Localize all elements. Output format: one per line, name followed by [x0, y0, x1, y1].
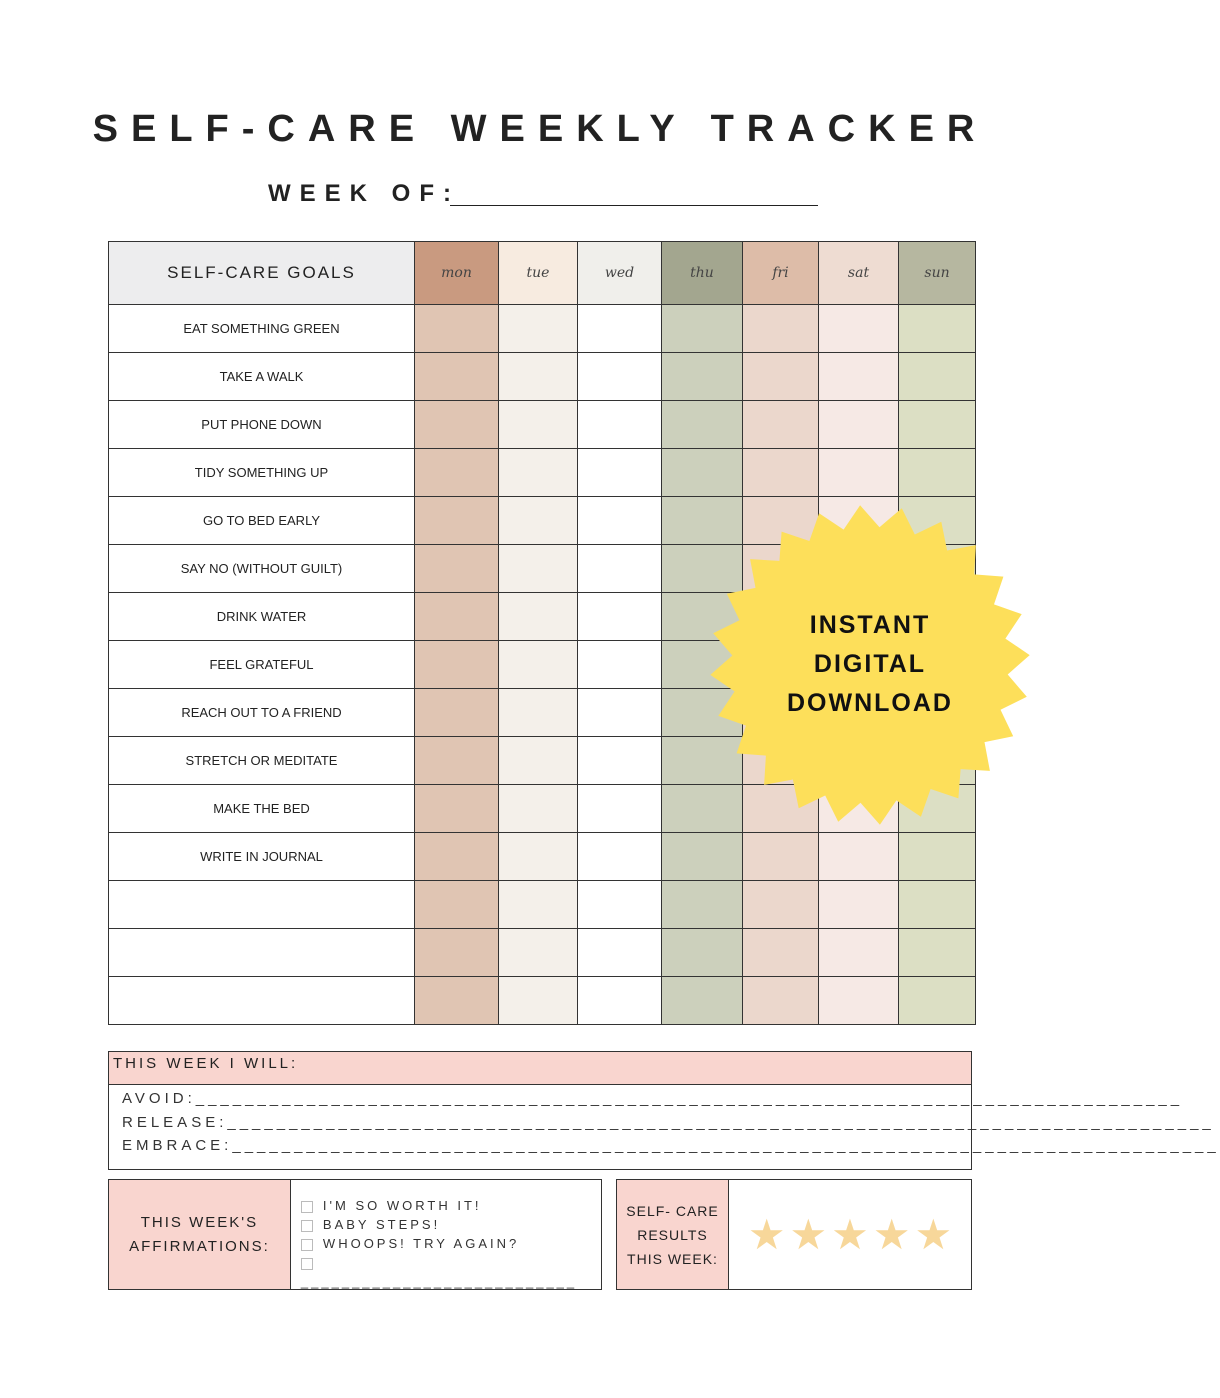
- goal-label: MAKE THE BED: [109, 785, 415, 833]
- check-cell-sat[interactable]: [819, 401, 899, 449]
- check-cell-sun[interactable]: [899, 977, 976, 1025]
- check-cell-fri[interactable]: [743, 881, 819, 929]
- check-cell-thu[interactable]: [662, 449, 743, 497]
- affirmation-text: WHOOPS! TRY AGAIN?: [322, 1236, 520, 1251]
- check-cell-sat[interactable]: [819, 881, 899, 929]
- check-cell-mon[interactable]: [415, 641, 499, 689]
- check-cell-mon[interactable]: [415, 785, 499, 833]
- check-cell-sat[interactable]: [819, 353, 899, 401]
- star-icon[interactable]: ★: [831, 1211, 869, 1258]
- will-line[interactable]: RELEASE:________________________________________________________________________________: [122, 1113, 1215, 1131]
- goal-label: DRINK WATER: [109, 593, 415, 641]
- check-cell-wed[interactable]: [578, 353, 662, 401]
- check-cell-thu[interactable]: [662, 305, 743, 353]
- check-cell-tue[interactable]: [499, 833, 578, 881]
- check-cell-sun[interactable]: [899, 353, 976, 401]
- check-cell-wed[interactable]: [578, 305, 662, 353]
- check-cell-sun[interactable]: [899, 881, 976, 929]
- check-cell-fri[interactable]: [743, 833, 819, 881]
- goal-label: GO TO BED EARLY: [109, 497, 415, 545]
- check-cell-tue[interactable]: [499, 353, 578, 401]
- table-row: [109, 977, 976, 1025]
- results-box: [616, 1179, 972, 1290]
- badge-line: INSTANT: [809, 611, 931, 639]
- table-row: [109, 449, 976, 497]
- check-cell-mon[interactable]: [415, 737, 499, 785]
- check-cell-mon[interactable]: [415, 593, 499, 641]
- check-cell-wed[interactable]: [578, 881, 662, 929]
- day-header-sat: sat: [819, 242, 899, 305]
- check-cell-wed[interactable]: [578, 593, 662, 641]
- check-cell-sat[interactable]: [819, 929, 899, 977]
- check-cell-mon[interactable]: [415, 305, 499, 353]
- check-cell-tue[interactable]: [499, 545, 578, 593]
- will-line[interactable]: EMBRACE:________________________________________________________________________________: [122, 1137, 1220, 1154]
- check-cell-wed[interactable]: [578, 545, 662, 593]
- affirmation-text: I'M SO WORTH IT!: [322, 1198, 482, 1213]
- check-cell-mon[interactable]: [415, 833, 499, 881]
- check-cell-mon[interactable]: [415, 689, 499, 737]
- day-header-tue: tue: [499, 242, 578, 305]
- checkbox[interactable]: [301, 1201, 313, 1213]
- check-cell-fri[interactable]: [743, 977, 819, 1025]
- check-cell-sat[interactable]: [819, 305, 899, 353]
- affirmation-item[interactable]: [301, 1234, 591, 1253]
- check-cell-wed[interactable]: [578, 449, 662, 497]
- will-line-label: RELEASE:: [122, 1113, 228, 1131]
- affirmations-box: [108, 1179, 602, 1290]
- check-cell-sun[interactable]: [899, 929, 976, 977]
- table-row: [109, 305, 976, 353]
- goal-label: STRETCH OR MEDITATE: [109, 737, 415, 785]
- this-week-header: THIS WEEK I WILL:: [109, 1052, 971, 1085]
- goal-label: REACH OUT TO A FRIEND: [109, 689, 415, 737]
- goal-label: TAKE A WALK: [109, 353, 415, 401]
- check-cell-sun[interactable]: [899, 401, 976, 449]
- check-cell-wed[interactable]: [578, 929, 662, 977]
- affirmations-label: THIS WEEK'S AFFIRMATIONS:: [109, 1180, 291, 1289]
- table-row: [109, 401, 976, 449]
- check-cell-mon[interactable]: [415, 353, 499, 401]
- table-row: [109, 929, 976, 977]
- check-cell-wed[interactable]: [578, 785, 662, 833]
- check-cell-mon[interactable]: [415, 977, 499, 1025]
- check-cell-sun[interactable]: [899, 305, 976, 353]
- affirmation-item[interactable]: [301, 1253, 591, 1291]
- star-icon[interactable]: ★: [872, 1211, 911, 1258]
- check-cell-mon[interactable]: [415, 449, 499, 497]
- check-cell-mon[interactable]: [415, 401, 499, 449]
- goal-label: [109, 929, 415, 977]
- star-icon[interactable]: ★: [914, 1211, 953, 1258]
- check-cell-wed[interactable]: [578, 689, 662, 737]
- will-line[interactable]: AVOID:________________________________________________________________________________: [122, 1090, 1184, 1107]
- check-cell-wed[interactable]: [578, 737, 662, 785]
- check-cell-sun[interactable]: [899, 449, 976, 497]
- check-cell-thu[interactable]: [662, 881, 743, 929]
- day-header-fri: fri: [743, 242, 819, 305]
- day-header-sun: sun: [899, 242, 976, 305]
- star-icon[interactable]: ★: [789, 1211, 828, 1258]
- check-cell-tue[interactable]: [499, 401, 578, 449]
- goal-label: [109, 977, 415, 1025]
- check-cell-tue[interactable]: [499, 881, 578, 929]
- goal-label: TIDY SOMETHING UP: [109, 449, 415, 497]
- goal-label: WRITE IN JOURNAL: [109, 833, 415, 881]
- affirmation-text: ___________________________: [300, 1274, 578, 1289]
- day-header-thu: thu: [662, 242, 743, 305]
- check-cell-tue[interactable]: [499, 449, 578, 497]
- check-cell-fri[interactable]: [743, 353, 819, 401]
- check-cell-tue[interactable]: [499, 641, 578, 689]
- table-row: [109, 353, 976, 401]
- this-week-section: [108, 1051, 1220, 1170]
- check-cell-thu[interactable]: [662, 929, 743, 977]
- check-cell-wed[interactable]: [578, 497, 662, 545]
- check-cell-wed[interactable]: [578, 641, 662, 689]
- check-cell-mon[interactable]: [415, 545, 499, 593]
- star-icon[interactable]: ★: [747, 1211, 786, 1258]
- check-cell-thu[interactable]: [662, 977, 743, 1025]
- check-cell-tue[interactable]: [499, 785, 578, 833]
- check-cell-mon[interactable]: [415, 929, 499, 977]
- will-line-label: EMBRACE:: [122, 1137, 233, 1154]
- check-cell-tue[interactable]: [499, 737, 578, 785]
- checkbox[interactable]: [301, 1239, 313, 1251]
- affirmation-item[interactable]: [301, 1196, 591, 1215]
- check-cell-tue[interactable]: [499, 497, 578, 545]
- check-cell-mon[interactable]: [415, 497, 499, 545]
- check-cell-sat[interactable]: [819, 449, 899, 497]
- check-cell-fri[interactable]: [743, 401, 819, 449]
- check-cell-fri[interactable]: [743, 305, 819, 353]
- goal-label: EAT SOMETHING GREEN: [109, 305, 415, 353]
- check-cell-tue[interactable]: [499, 305, 578, 353]
- check-cell-sat[interactable]: [819, 977, 899, 1025]
- goal-label: FEEL GRATEFUL: [109, 641, 415, 689]
- day-header-wed: wed: [578, 242, 662, 305]
- check-cell-mon[interactable]: [415, 881, 499, 929]
- check-cell-wed[interactable]: [578, 833, 662, 881]
- check-cell-fri[interactable]: [743, 449, 819, 497]
- check-cell-thu[interactable]: [662, 401, 743, 449]
- goal-label: PUT PHONE DOWN: [109, 401, 415, 449]
- goals-header: SELF-CARE GOALS: [109, 242, 415, 305]
- check-cell-wed[interactable]: [578, 977, 662, 1025]
- affirmation-text: BABY STEPS!: [322, 1217, 441, 1232]
- check-cell-tue[interactable]: [499, 977, 578, 1025]
- badge-line: DIGITAL: [813, 650, 927, 678]
- check-cell-sat[interactable]: [819, 833, 899, 881]
- badge-text: [710, 606, 1030, 723]
- affirmation-item[interactable]: [301, 1215, 591, 1234]
- check-cell-wed[interactable]: [578, 401, 662, 449]
- check-cell-tue[interactable]: [499, 689, 578, 737]
- badge-line: DOWNLOAD: [787, 689, 953, 717]
- star-rating[interactable]: [729, 1180, 971, 1289]
- check-cell-tue[interactable]: [499, 929, 578, 977]
- check-cell-tue[interactable]: [499, 593, 578, 641]
- page-title: SELF-CARE WEEKLY TRACKER: [92, 108, 988, 150]
- results-label: SELF- CARE RESULTS THIS WEEK:: [617, 1180, 729, 1289]
- checkbox[interactable]: [301, 1220, 313, 1232]
- check-cell-sun[interactable]: [899, 833, 976, 881]
- check-cell-thu[interactable]: [662, 353, 743, 401]
- table-row: [109, 881, 976, 929]
- goal-label: SAY NO (WITHOUT GUILT): [109, 545, 415, 593]
- goal-label: [109, 881, 415, 929]
- week-of-label: WEEK OF:: [268, 180, 460, 207]
- will-line-label: AVOID:: [122, 1090, 196, 1107]
- week-of-field[interactable]: [450, 205, 818, 206]
- check-cell-thu[interactable]: [662, 833, 743, 881]
- checkbox[interactable]: [301, 1258, 313, 1270]
- table-row: [109, 833, 976, 881]
- day-header-mon: mon: [415, 242, 499, 305]
- check-cell-fri[interactable]: [743, 929, 819, 977]
